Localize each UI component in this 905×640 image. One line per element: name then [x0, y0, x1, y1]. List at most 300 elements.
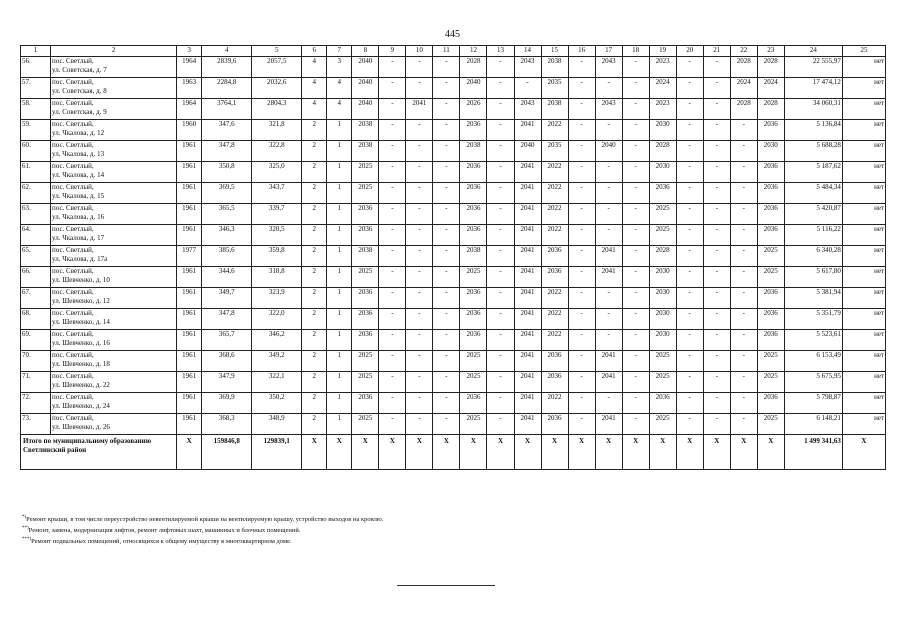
address-cell	[51, 267, 177, 288]
table-cell: 2025	[460, 372, 487, 393]
address-cell	[51, 141, 177, 162]
table-cell: 2	[302, 267, 327, 288]
row-number: 73.	[21, 414, 51, 435]
table-cell: -	[703, 393, 730, 414]
table-cell: -	[433, 393, 460, 414]
address-street: ул. Шевченко, д. 22	[52, 381, 110, 389]
table-cell: -	[676, 372, 703, 393]
table-cell: -	[433, 183, 460, 204]
table-cell: 6 153,49	[784, 351, 842, 372]
table-cell: 385,6	[202, 246, 252, 267]
table-cell: 5 351,79	[784, 309, 842, 330]
table-cell: -	[568, 330, 595, 351]
address-cell	[51, 414, 177, 435]
column-number: 19	[649, 46, 676, 57]
table-cell: -	[433, 78, 460, 99]
table-row	[21, 225, 886, 246]
table-cell: 2025	[460, 267, 487, 288]
table-cell: 4	[327, 99, 352, 120]
table-cell: -	[379, 99, 406, 120]
table-cell: -	[595, 330, 622, 351]
table-cell: 1	[327, 351, 352, 372]
table-cell: -	[622, 267, 649, 288]
table-cell: нет	[842, 246, 885, 267]
table-cell: 1961	[177, 183, 202, 204]
table-cell: 2041	[595, 414, 622, 435]
table-cell: -	[730, 120, 757, 141]
table-cell: -	[433, 99, 460, 120]
row-number: 70.	[21, 351, 51, 372]
table-cell: 2030	[649, 162, 676, 183]
table-cell: -	[730, 288, 757, 309]
table-cell: 2025	[757, 414, 784, 435]
table-cell: 322,1	[252, 372, 302, 393]
table-cell: 2	[302, 162, 327, 183]
table-cell: -	[487, 351, 514, 372]
address-settlement: пос. Светлый,	[52, 57, 94, 65]
table-cell: нет	[842, 162, 885, 183]
table-cell: -	[568, 57, 595, 78]
table-cell: 2028	[730, 57, 757, 78]
table-cell: 2041	[595, 246, 622, 267]
table-cell: -	[703, 330, 730, 351]
table-cell: -	[730, 162, 757, 183]
table-cell: -	[406, 141, 433, 162]
table-row	[21, 288, 886, 309]
table-row	[21, 330, 886, 351]
table-cell: 2036	[757, 393, 784, 414]
table-cell: 359,8	[252, 246, 302, 267]
table-cell: 2036	[649, 183, 676, 204]
row-number: 56.	[21, 57, 51, 78]
table-body	[21, 57, 886, 470]
table-row	[21, 393, 886, 414]
table-cell: -	[568, 393, 595, 414]
table-cell: 1	[327, 309, 352, 330]
table-row	[21, 99, 886, 120]
table-cell: 2036	[352, 288, 379, 309]
table-cell: 2038	[460, 246, 487, 267]
address-street: ул. Шевченко, д. 14	[52, 318, 110, 326]
total-cell: X	[757, 435, 784, 470]
table-cell: 1	[327, 330, 352, 351]
table-cell: 369,5	[202, 183, 252, 204]
table-cell: 2025	[352, 351, 379, 372]
table-cell: 322,8	[252, 141, 302, 162]
table-cell: -	[676, 162, 703, 183]
table-cell: 2041	[514, 414, 541, 435]
total-cell: X	[842, 435, 885, 470]
table-cell: 2036	[460, 225, 487, 246]
table-cell: 350,2	[252, 393, 302, 414]
table-cell: 2022	[541, 204, 568, 225]
table-cell: 347,8	[202, 309, 252, 330]
table-cell: -	[487, 414, 514, 435]
address-settlement: пос. Светлый,	[52, 414, 94, 422]
total-cell: X	[622, 435, 649, 470]
table-row	[21, 183, 886, 204]
table-cell: 2041	[514, 162, 541, 183]
address-settlement: пос. Светлый,	[52, 183, 94, 191]
table-row	[21, 372, 886, 393]
table-cell: -	[379, 183, 406, 204]
table-cell: нет	[842, 99, 885, 120]
table-cell: -	[676, 351, 703, 372]
table-cell: 2028	[730, 99, 757, 120]
column-number: 22	[730, 46, 757, 57]
address-cell	[51, 183, 177, 204]
table-cell: 2	[302, 372, 327, 393]
table-cell: 6 340,28	[784, 246, 842, 267]
table-cell: -	[703, 141, 730, 162]
table-cell: 1977	[177, 246, 202, 267]
column-number: 15	[541, 46, 568, 57]
table-cell: 2025	[460, 351, 487, 372]
table-cell: 1961	[177, 414, 202, 435]
table-cell: 1963	[177, 78, 202, 99]
column-number: 18	[622, 46, 649, 57]
table-cell: 2041	[514, 246, 541, 267]
table-cell: -	[568, 288, 595, 309]
column-number: 13	[487, 46, 514, 57]
table-cell: 5 136,84	[784, 120, 842, 141]
column-number: 24	[784, 46, 842, 57]
table-cell: -	[487, 288, 514, 309]
table-cell: -	[406, 414, 433, 435]
table-cell: -	[379, 393, 406, 414]
table-cell: 2036	[757, 162, 784, 183]
column-number: 10	[406, 46, 433, 57]
table-cell: 4	[327, 78, 352, 99]
table-cell: -	[406, 309, 433, 330]
address-street: ул. Чкалова, д. 17	[52, 234, 105, 242]
table-cell: 2043	[514, 57, 541, 78]
address-street: ул. Шевченко, д. 16	[52, 339, 110, 347]
table-cell: 2040	[352, 78, 379, 99]
table-cell: -	[622, 57, 649, 78]
address-street: ул. Чкалова, д. 14	[52, 171, 105, 179]
column-number: 3	[177, 46, 202, 57]
table-cell: -	[703, 120, 730, 141]
address-street: ул. Шевченко, д. 18	[52, 360, 110, 368]
table-cell: -	[487, 372, 514, 393]
table-cell: 2036	[460, 330, 487, 351]
table-cell: 368,3	[202, 414, 252, 435]
address-settlement: пос. Светлый,	[52, 99, 94, 107]
table-cell: 1961	[177, 204, 202, 225]
table-cell: -	[622, 246, 649, 267]
address-settlement: пос. Светлый,	[52, 225, 94, 233]
table-cell: 2	[302, 183, 327, 204]
table-cell: 2	[302, 288, 327, 309]
column-number: 11	[433, 46, 460, 57]
table-cell: 2025	[352, 183, 379, 204]
table-cell: -	[595, 225, 622, 246]
table-cell: 2036	[352, 225, 379, 246]
table-cell: -	[730, 225, 757, 246]
table-cell: -	[676, 120, 703, 141]
table-cell: 321,8	[252, 120, 302, 141]
table-cell: 2028	[649, 141, 676, 162]
table-cell: 2041	[595, 372, 622, 393]
total-cell: X	[595, 435, 622, 470]
table-cell: 2036	[460, 309, 487, 330]
table-cell: -	[595, 393, 622, 414]
total-cell: X	[302, 435, 327, 470]
table-cell: -	[676, 309, 703, 330]
table-cell: 2022	[541, 183, 568, 204]
table-cell: -	[379, 78, 406, 99]
table-cell: 1	[327, 393, 352, 414]
address-settlement: пос. Светлый,	[52, 78, 94, 86]
table-cell: нет	[842, 267, 885, 288]
row-number: 64.	[21, 225, 51, 246]
address-settlement: пос. Светлый,	[52, 393, 94, 401]
table-cell: -	[433, 246, 460, 267]
address-cell	[51, 225, 177, 246]
table-cell: 349,2	[252, 351, 302, 372]
address-settlement: пос. Светлый,	[52, 204, 94, 212]
table-cell: -	[406, 225, 433, 246]
table-cell: 2043	[595, 99, 622, 120]
total-cell: X	[177, 435, 202, 470]
address-cell	[51, 99, 177, 120]
table-cell: 2	[302, 330, 327, 351]
table-cell: -	[568, 78, 595, 99]
table-cell: 2	[302, 225, 327, 246]
table-cell: 2038	[352, 120, 379, 141]
table-cell: 1961	[177, 141, 202, 162]
table-cell: -	[676, 78, 703, 99]
table-cell: 2041	[514, 372, 541, 393]
table-cell: 2	[302, 246, 327, 267]
table-cell: -	[487, 57, 514, 78]
table-cell: -	[433, 351, 460, 372]
table-cell: -	[703, 246, 730, 267]
table-cell: -	[379, 372, 406, 393]
table-cell: 322,0	[252, 309, 302, 330]
table-cell: 2036	[757, 309, 784, 330]
table-cell: 2041	[514, 330, 541, 351]
table-cell: 22 555,97	[784, 57, 842, 78]
column-number: 14	[514, 46, 541, 57]
table-cell: -	[730, 372, 757, 393]
table-cell: 344,6	[202, 267, 252, 288]
table-cell: -	[730, 414, 757, 435]
address-cell	[51, 330, 177, 351]
table-row	[21, 78, 886, 99]
column-number: 25	[842, 46, 885, 57]
row-number: 67.	[21, 288, 51, 309]
table-cell: -	[487, 204, 514, 225]
total-cell: X	[703, 435, 730, 470]
column-number: 21	[703, 46, 730, 57]
table-cell: 2038	[541, 57, 568, 78]
table-cell: 2036	[757, 330, 784, 351]
table-cell: 5 523,61	[784, 330, 842, 351]
table-cell: 2041	[514, 183, 541, 204]
table-cell: 2043	[595, 57, 622, 78]
table-cell: -	[568, 183, 595, 204]
table-cell: 2035	[541, 141, 568, 162]
total-cell: 159846,8	[202, 435, 252, 470]
table-cell: -	[730, 330, 757, 351]
table-cell: -	[622, 120, 649, 141]
address-settlement: пос. Светлый,	[52, 141, 94, 149]
table-cell: -	[568, 309, 595, 330]
table-cell: -	[433, 57, 460, 78]
table-cell: -	[676, 141, 703, 162]
table-cell: -	[406, 183, 433, 204]
table-cell: 1961	[177, 225, 202, 246]
table-cell: -	[433, 414, 460, 435]
table-cell: 2030	[649, 330, 676, 351]
table-cell: -	[433, 162, 460, 183]
table-cell: -	[406, 204, 433, 225]
table-cell: 2036	[460, 162, 487, 183]
table-cell: 2041	[514, 309, 541, 330]
table-cell: -	[676, 57, 703, 78]
table-cell: 2041	[514, 225, 541, 246]
table-cell: -	[703, 78, 730, 99]
table-cell: 2025	[352, 267, 379, 288]
address-cell	[51, 57, 177, 78]
total-cell: X	[433, 435, 460, 470]
table-cell: -	[595, 204, 622, 225]
table-cell: -	[379, 246, 406, 267]
table-cell: нет	[842, 120, 885, 141]
footer-rule	[397, 585, 495, 586]
table-cell: -	[703, 372, 730, 393]
table-cell: 1964	[177, 99, 202, 120]
table-cell: -	[703, 183, 730, 204]
table-cell: 2036	[649, 393, 676, 414]
table-cell: -	[703, 204, 730, 225]
table-cell: 2025	[649, 414, 676, 435]
table-cell: -	[487, 162, 514, 183]
table-cell: 2025	[352, 414, 379, 435]
table-cell: -	[487, 309, 514, 330]
table-cell: 2038	[541, 99, 568, 120]
table-cell: 2041	[514, 393, 541, 414]
table-cell: 5 381,94	[784, 288, 842, 309]
table-cell: -	[622, 183, 649, 204]
table-cell: 1961	[177, 393, 202, 414]
table-cell: -	[676, 246, 703, 267]
table-cell: 2024	[757, 78, 784, 99]
address-cell	[51, 288, 177, 309]
table-cell: -	[622, 141, 649, 162]
table-cell: 2025	[757, 246, 784, 267]
table-cell: 2030	[649, 120, 676, 141]
table-cell: -	[379, 414, 406, 435]
table-cell: 1	[327, 162, 352, 183]
table-cell: -	[703, 57, 730, 78]
table-cell: -	[433, 141, 460, 162]
footnotes	[22, 513, 882, 546]
table-cell: 2041	[514, 288, 541, 309]
table-cell: 2025	[757, 267, 784, 288]
table-cell: -	[379, 204, 406, 225]
table-row	[21, 246, 886, 267]
row-number: 66.	[21, 267, 51, 288]
table-cell: 2040	[514, 141, 541, 162]
table-cell: -	[406, 267, 433, 288]
address-cell	[51, 393, 177, 414]
table-cell: 2036	[757, 120, 784, 141]
table-cell: -	[622, 372, 649, 393]
table-cell: 5 116,22	[784, 225, 842, 246]
table-cell: 2	[302, 120, 327, 141]
table-cell: 6 148,21	[784, 414, 842, 435]
table-cell: -	[379, 309, 406, 330]
address-cell	[51, 372, 177, 393]
address-cell	[51, 204, 177, 225]
total-cell: X	[487, 435, 514, 470]
table-row	[21, 141, 886, 162]
total-cell: X	[730, 435, 757, 470]
table-cell: -	[406, 288, 433, 309]
column-number-row	[21, 46, 886, 57]
table-cell: 2036	[757, 183, 784, 204]
address-cell	[51, 78, 177, 99]
table-cell: -	[379, 330, 406, 351]
table-cell: нет	[842, 57, 885, 78]
table-cell: 2024	[649, 78, 676, 99]
table-cell: -	[433, 120, 460, 141]
row-number: 63.	[21, 204, 51, 225]
table-cell: -	[568, 204, 595, 225]
table-cell: -	[676, 414, 703, 435]
total-cell: X	[379, 435, 406, 470]
table-cell: 320,5	[252, 225, 302, 246]
table-cell: -	[622, 414, 649, 435]
table-cell: 1	[327, 288, 352, 309]
table-cell: 1960	[177, 120, 202, 141]
table-cell: -	[595, 288, 622, 309]
table-cell: 2025	[649, 225, 676, 246]
total-label: Итого по муниципальному образованию Светлинский район	[21, 435, 177, 470]
table-cell: -	[676, 204, 703, 225]
address-street: ул. Чкалова, д. 13	[52, 150, 105, 158]
table-cell: 2030	[757, 141, 784, 162]
table-cell: 2036	[460, 183, 487, 204]
table-cell: 1961	[177, 267, 202, 288]
address-settlement: пос. Светлый,	[52, 120, 94, 128]
table-cell: 2026	[460, 99, 487, 120]
table-cell: -	[622, 204, 649, 225]
total-cell: 129839,1	[252, 435, 302, 470]
table-cell: -	[433, 267, 460, 288]
table-cell: 4	[302, 99, 327, 120]
table-cell: -	[406, 330, 433, 351]
address-street: ул. Советская, д. 8	[52, 87, 107, 95]
table-cell: 2	[302, 141, 327, 162]
table-cell: 2032,6	[252, 78, 302, 99]
table-cell: 3	[327, 57, 352, 78]
table-cell: 2036	[352, 309, 379, 330]
table-cell: -	[622, 99, 649, 120]
total-cell: X	[649, 435, 676, 470]
table-cell: 1961	[177, 309, 202, 330]
footnote-elevators: **)Ремонт, замена, модернизация лифтов, ремонт лифтовых шахт, машинных и блочных помещений.	[22, 526, 301, 535]
table-cell: -	[568, 225, 595, 246]
table-cell: 2022	[541, 288, 568, 309]
table-row	[21, 309, 886, 330]
table-cell: -	[622, 78, 649, 99]
column-number: 6	[302, 46, 327, 57]
table-cell: 2041	[514, 204, 541, 225]
